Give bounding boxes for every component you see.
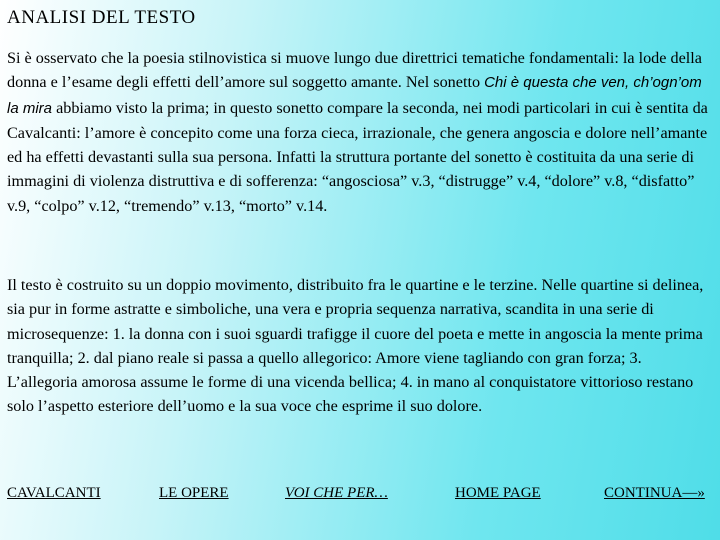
paragraph-analysis-intro <box>7 46 715 218</box>
sonnet-title-italic: Chi è questa che ven, ch’ogn’om la mira <box>7 74 702 117</box>
page-title: ANALISI DEL TESTO <box>7 7 196 28</box>
nav-link-continua[interactable]: CONTINUA—» <box>604 485 705 501</box>
nav-link-cavalcanti[interactable]: CAVALCANTI <box>7 485 101 501</box>
paragraph-1-text-start: Si è osservato che la poesia stilnovistica si muove lungo due direttrici tematiche fondamentali: la lode della donna e l’esame degli effetti dell’amore sul soggetto amante. Nel sonetto <box>7 49 702 92</box>
nav-link-home-page[interactable]: HOME PAGE <box>455 485 541 501</box>
nav-link-voi-che-per[interactable]: VOI CHE PER… <box>285 485 388 501</box>
nav-link-le-opere[interactable]: LE OPERE <box>159 485 229 501</box>
paragraph-1-text-end: abbiamo visto la prima; in questo sonetto compare la seconda, nei modi particolari in cui è sentita da Cavalcanti: l’amore è concepito come una forza cieca, irrazionale, che genera angoscia e dolore nell’amante ed ha effetti devastanti sulla sua persona. Infatti la struttura portante del sonetto è costituita da una serie di immagini di violenza distruttiva e di sofferenza: “angosciosa” v.3, “distrugge” v.4, “dolore” v.8, “disfatto” v.9, “colpo” v.12, “tremendo” v.13, “morto” v.14. <box>7 98 708 215</box>
paragraph-structure: Il testo è costruito su un doppio movimento, distribuito fra le quartine e le terzine. Nelle quartine si delinea, sia pur in forme astratte e simboliche, una vera e propria sequenza narrativa, scandita in una serie di microsequenze: 1. la donna con i suoi sguardi trafigge il cuore del poeta e mette in angoscia la mente prima tranquilla; 2. dal piano reale si passa a quello allegorico: Amore viene tagliando con gran forza; 3. L’allegoria amorosa assume le forme di una vicenda bellica; 4. in mano al conquistatore vittorioso restano solo l’aspetto esteriore dell’uomo e la sua voce che esprime il suo dolore. <box>7 276 704 416</box>
